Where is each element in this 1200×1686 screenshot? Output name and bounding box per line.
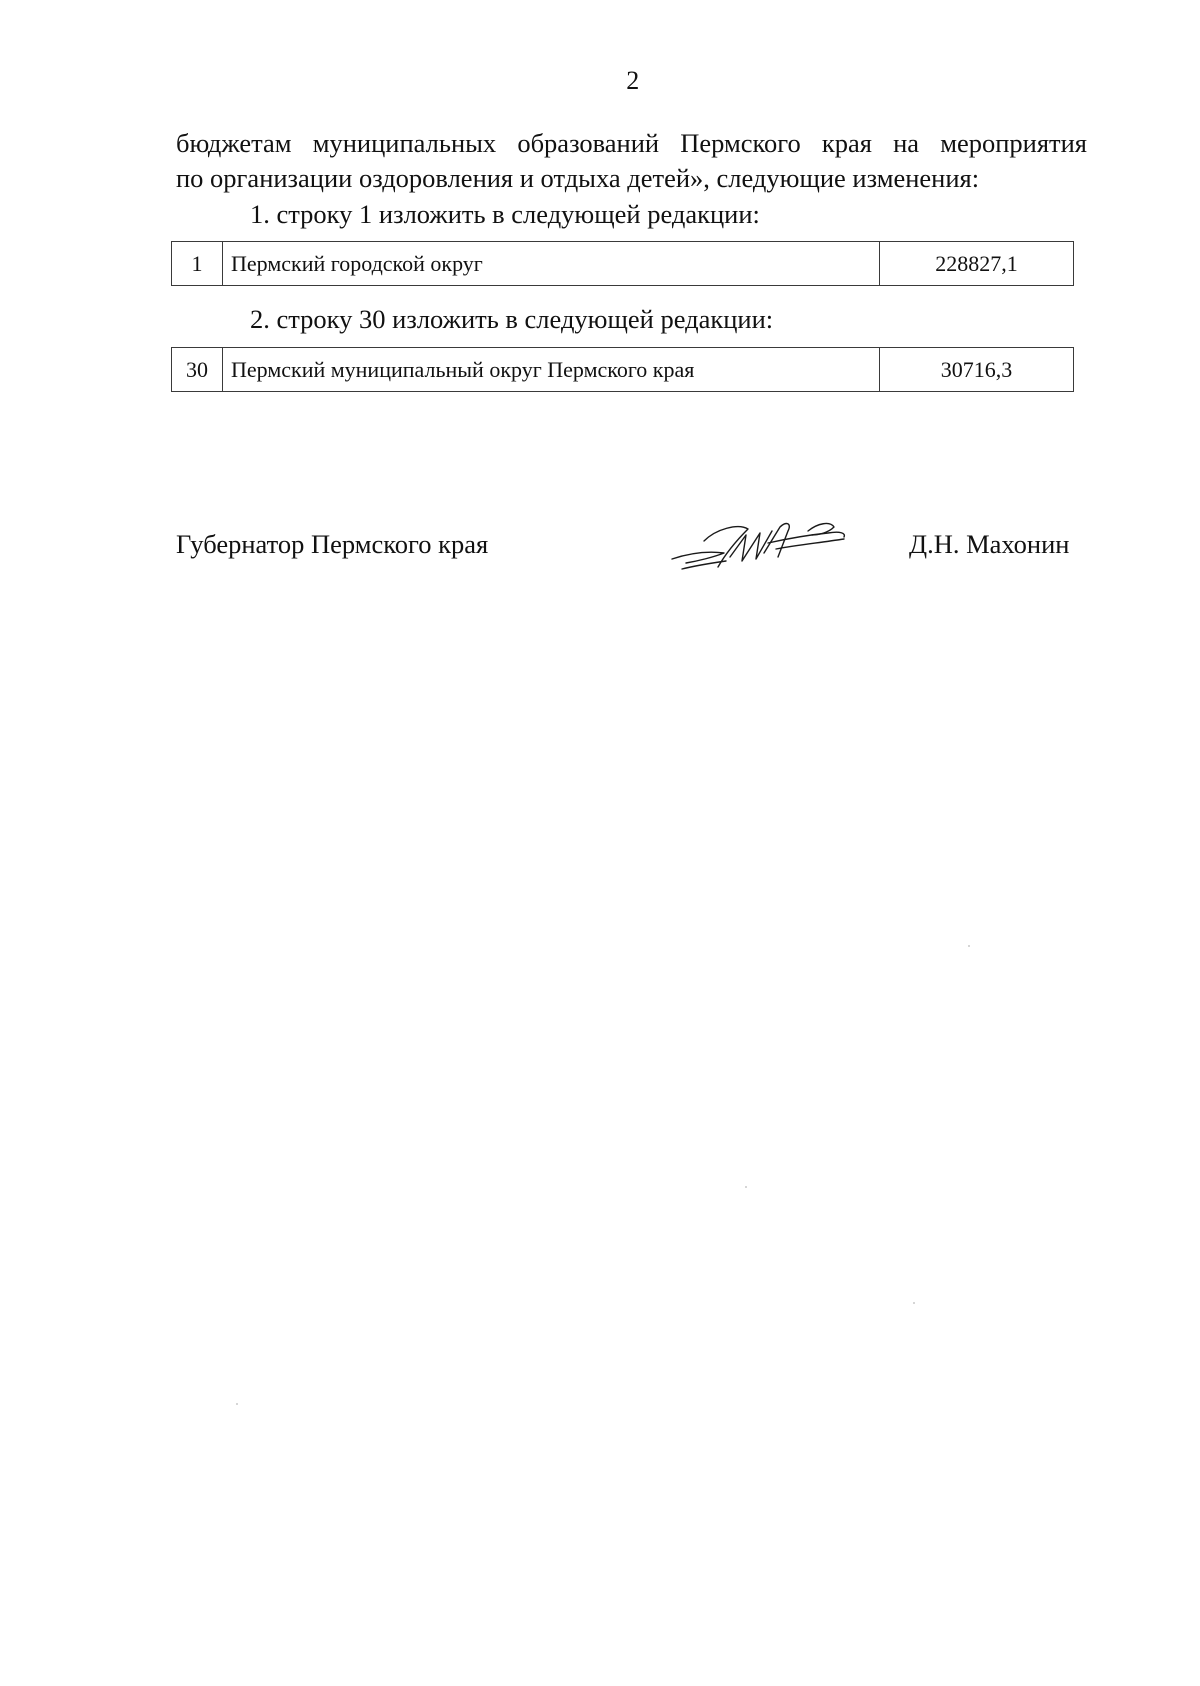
scan-speck	[745, 1186, 747, 1188]
municipality-name-cell: Пермский муниципальный округ Пермского края	[223, 348, 880, 392]
scan-speck	[236, 1403, 238, 1405]
amendment-instruction-1: 1. строку 1 изложить в следующей редакции:	[250, 199, 760, 229]
row-number-cell: 30	[172, 348, 223, 392]
row-number-cell: 1	[172, 242, 223, 286]
body-paragraph-line-2: по организации оздоровления и отдыха детей», следующие изменения:	[176, 163, 980, 193]
scan-speck	[968, 945, 970, 947]
signatory-title: Губернатор Пермского края	[176, 529, 489, 559]
body-paragraph-line-1: бюджетам муниципальных образований Пермского края на мероприятия	[176, 128, 1087, 158]
amendment-table-1	[171, 241, 1074, 286]
municipality-name-cell: Пермский городской округ	[223, 242, 880, 286]
signatory-name: Д.Н. Махонин	[909, 529, 1070, 559]
page-number: 2	[626, 66, 640, 95]
table-row	[172, 242, 1074, 286]
table-row	[172, 348, 1074, 392]
amendment-table-2	[171, 347, 1074, 392]
handwritten-signature	[668, 513, 850, 575]
amount-cell: 228827,1	[880, 242, 1074, 286]
amount-cell: 30716,3	[880, 348, 1074, 392]
scan-speck	[913, 1302, 915, 1304]
amendment-instruction-2: 2. строку 30 изложить в следующей редакции:	[250, 304, 774, 334]
